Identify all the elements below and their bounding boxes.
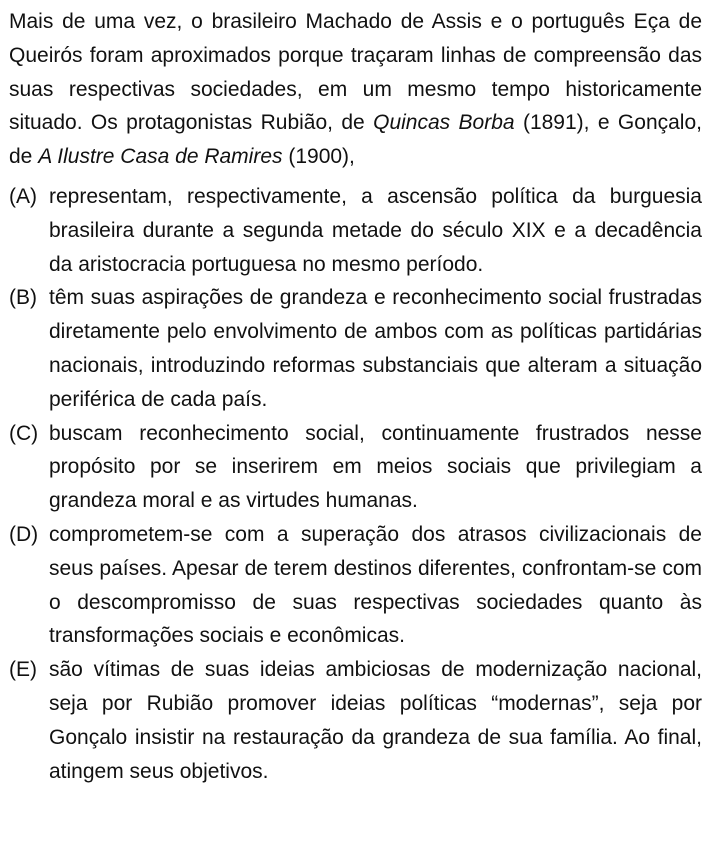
option-b[interactable] — [9, 281, 702, 416]
option-text: buscam reconhecimento social, continuamente frustrados nesse propósito por se inserirem em meios sociais que privilegiam a grandeza moral e as virtudes humanas. — [49, 421, 702, 513]
option-letter: (D) — [9, 522, 39, 546]
option-d[interactable] — [9, 518, 702, 653]
answer-options — [9, 180, 702, 788]
option-e[interactable] — [9, 653, 702, 788]
option-text: comprometem-se com a superação dos atrasos civilizacionais de seus países. Apesar de terem destinos diferentes, confrontam-se com o descompromisso de suas respectivas sociedades quanto às transformações sociais e econômicas. — [49, 522, 702, 648]
work-title-quincas-borba: Quincas Borba — [373, 111, 515, 135]
stem-text-part2: (1891), e Gonçalo, de — [9, 111, 702, 169]
option-text: têm suas aspirações de grandeza e reconhecimento social frustradas diretamente pelo envolvimento de ambos com as políticas partidárias nacionais, introduzindo reformas substanciais que alteram a situação periférica de cada país. — [49, 286, 702, 411]
option-a[interactable] — [9, 180, 702, 281]
stem-text-part3: (1900), — [282, 145, 355, 169]
option-text: representam, respectivamente, a ascensão política da burguesia brasileira durante a segunda metade do século XIX e a decadência da aristocracia portuguesa no mesmo período. — [49, 184, 702, 276]
option-letter: (E) — [9, 658, 37, 682]
option-letter: (A) — [9, 184, 37, 208]
stem-text-part1: Mais de uma vez, o brasileiro Machado de Assis e o português Eça de Queirós foram aproximados porque traçaram linhas de compreensão das suas respectivas sociedades, em um mesmo tempo historicamente situado. Os protagonistas Rubião, de — [9, 10, 702, 135]
option-letter: (C) — [9, 421, 39, 445]
work-title-ilustre-casa: A Ilustre Casa de Ramires — [38, 145, 283, 169]
question-stem — [9, 5, 702, 174]
option-letter: (B) — [9, 286, 37, 310]
option-c[interactable] — [9, 417, 702, 518]
option-text: são vítimas de suas ideias ambiciosas de modernização nacional, seja por Rubião promover ideias políticas “modernas”, seja por Gonçalo insistir na restauração da grandeza de sua família. Ao final, atingem seus objetivos. — [49, 658, 702, 783]
